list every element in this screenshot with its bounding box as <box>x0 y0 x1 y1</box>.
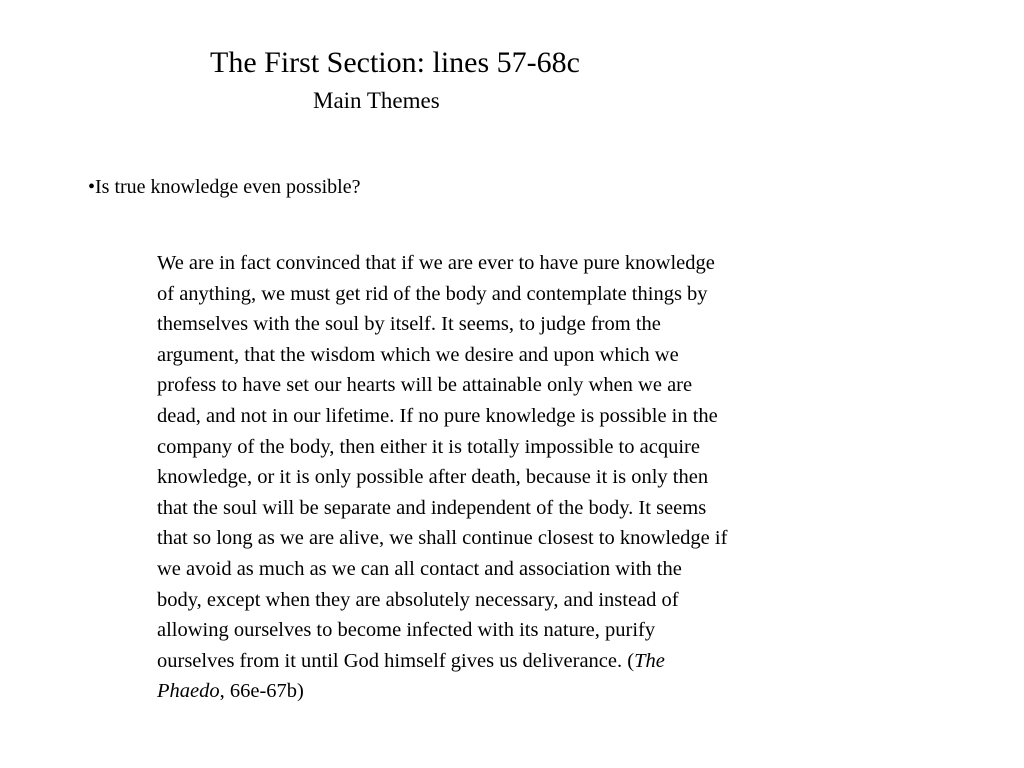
citation-reference: , 66e-67b) <box>219 680 304 703</box>
quote-line: that the soul will be separate and independent of the body. It seems <box>157 496 707 519</box>
quote-line-citation-end <box>157 676 877 707</box>
quote-block <box>157 248 877 707</box>
quote-line: that so long as we are alive, we shall continue closest to knowledge if <box>157 527 728 550</box>
quote-line-citation-start <box>157 646 877 677</box>
quote-line: of anything, we must get rid of the body and contemplate things by <box>157 282 708 305</box>
slide-subtitle: Main Themes <box>313 88 440 113</box>
quote-line: profess to have set our hearts will be attainable only when we are <box>157 374 693 397</box>
quote-line: we avoid as much as we can all contact and association with the <box>157 557 682 580</box>
quote-line: We are in fact convinced that if we are ever to have pure knowledge <box>157 252 715 274</box>
citation-work-title: The <box>634 649 665 672</box>
slide-title: The First Section: lines 57-68c <box>210 46 580 79</box>
quote-line: dead, and not in our lifetime. If no pure knowledge is possible in the <box>157 404 718 427</box>
quote-line: argument, that the wisdom which we desire and upon which we <box>157 343 679 366</box>
citation-work-title: Phaedo <box>157 680 220 703</box>
bullet-point: •Is true knowledge even possible? <box>88 176 361 198</box>
quote-line: company of the body, then either it is totally impossible to acquire <box>157 435 700 458</box>
quote-line: body, except when they are absolutely necessary, and instead of <box>157 588 679 611</box>
quote-line: allowing ourselves to become infected with its nature, purify <box>157 619 656 642</box>
quote-line: knowledge, or it is only possible after death, because it is only then <box>157 466 709 489</box>
quote-text: ourselves from it until God himself gives us deliverance. ( <box>157 649 635 672</box>
quote-line: themselves with the soul by itself. It seems, to judge from the <box>157 313 661 336</box>
